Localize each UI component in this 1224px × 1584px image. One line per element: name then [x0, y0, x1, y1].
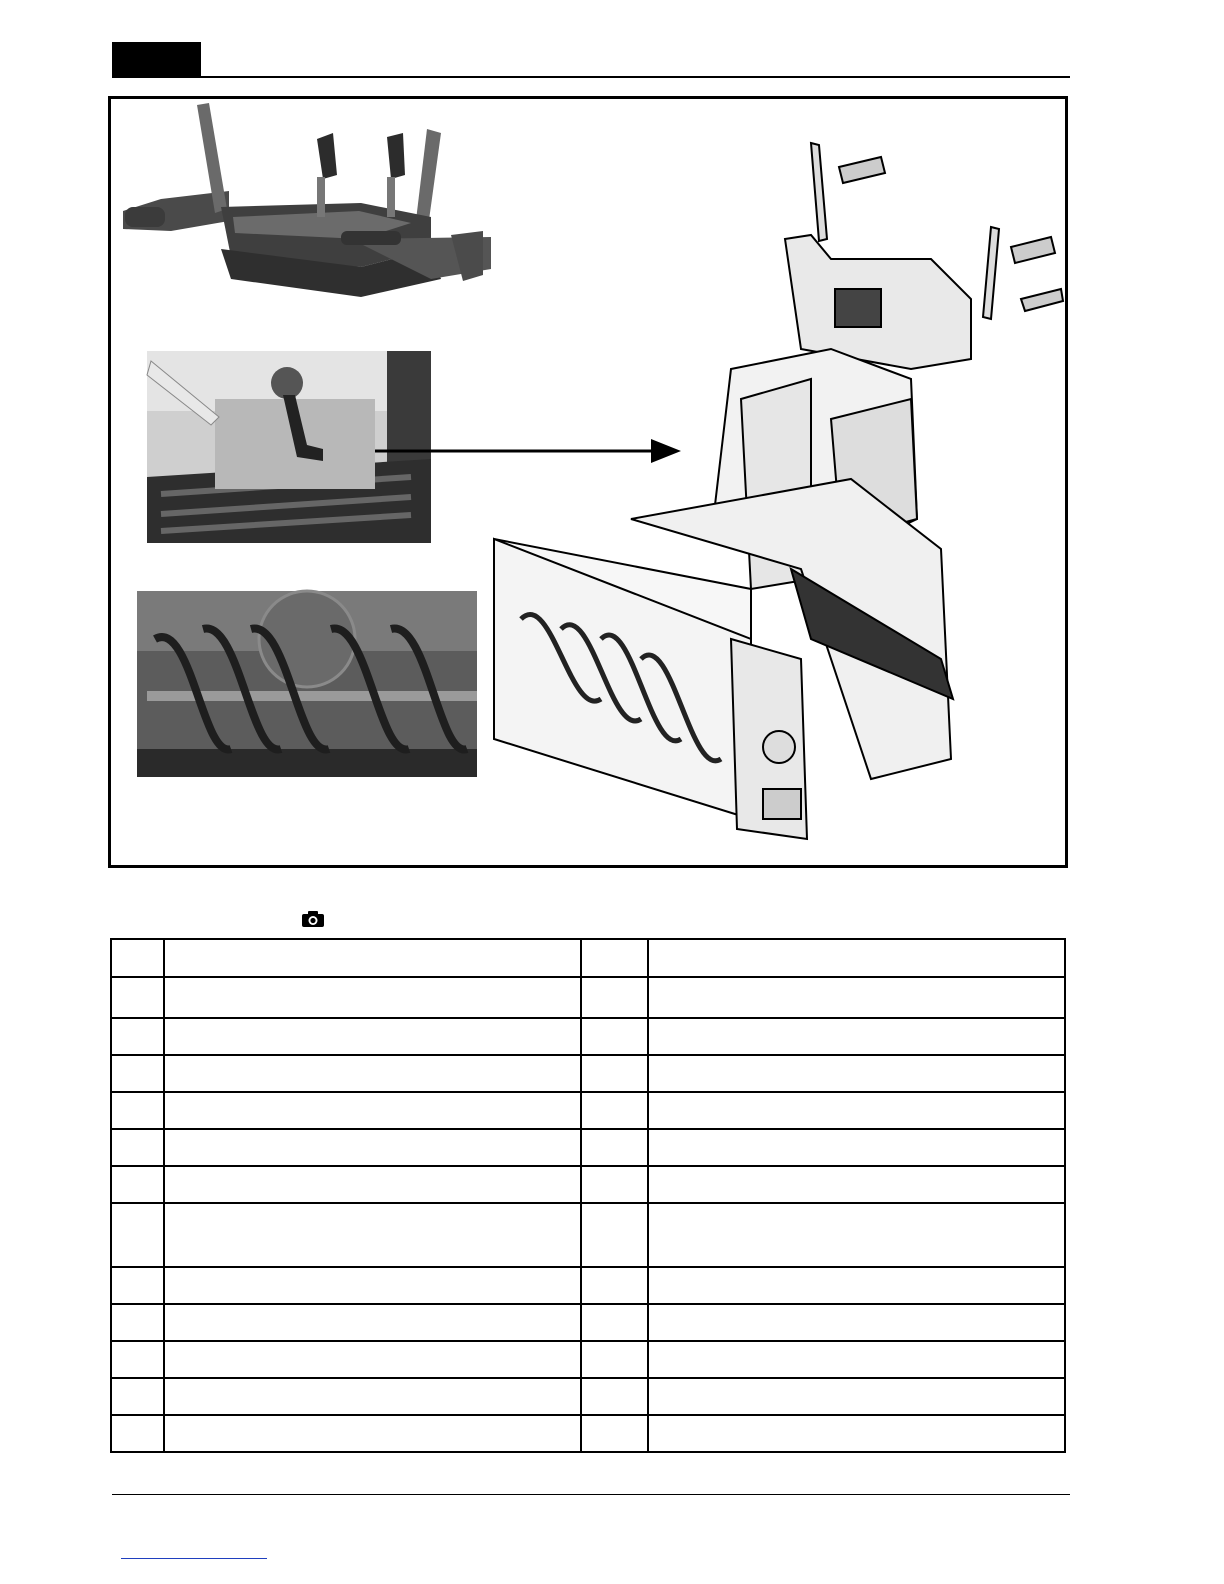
table-cell-description	[164, 1092, 581, 1129]
table-cell-description	[648, 1166, 1065, 1203]
table-cell-number	[581, 1018, 648, 1055]
legend-body	[111, 939, 1065, 1452]
table-row	[111, 1055, 1065, 1092]
table-cell-number	[111, 1203, 164, 1267]
table-cell-number	[581, 1267, 648, 1304]
table-cell-number	[111, 1378, 164, 1415]
table-cell-number	[581, 1378, 648, 1415]
table-row	[111, 1018, 1065, 1055]
footer-link[interactable]	[121, 1558, 267, 1559]
table-cell-number	[111, 1018, 164, 1055]
table-cell-number	[581, 1055, 648, 1092]
table-cell-number	[581, 1203, 648, 1267]
parts-legend-table	[110, 938, 1066, 1453]
snowblower-illustration	[111, 99, 1065, 865]
header-rule	[112, 76, 1070, 78]
table-cell-description	[648, 1018, 1065, 1055]
table-cell-description	[164, 1415, 581, 1452]
table-cell-description	[648, 1055, 1065, 1092]
table-cell-number	[111, 1415, 164, 1452]
table-cell-number	[111, 1129, 164, 1166]
table-row	[111, 1092, 1065, 1129]
table-cell-number	[111, 1341, 164, 1378]
snowblower-main-drawing	[494, 143, 1063, 839]
table-cell-description	[164, 1267, 581, 1304]
table-cell-description	[648, 939, 1065, 977]
table-cell-description	[648, 1341, 1065, 1378]
table-cell-number	[111, 1304, 164, 1341]
shift-lever-inset	[147, 351, 431, 543]
table-cell-description	[648, 1378, 1065, 1415]
table-row	[111, 1267, 1065, 1304]
table-cell-description	[164, 1166, 581, 1203]
table-row	[111, 1378, 1065, 1415]
table-cell-description	[164, 939, 581, 977]
table-cell-number	[581, 939, 648, 977]
table-cell-number	[111, 939, 164, 977]
table-cell-description	[164, 977, 581, 1018]
table-cell-description	[648, 1092, 1065, 1129]
table-cell-description	[648, 1129, 1065, 1166]
section-tab	[112, 42, 201, 78]
table-cell-number	[111, 1092, 164, 1129]
table-cell-number	[581, 1304, 648, 1341]
table-row	[111, 1304, 1065, 1341]
table-row	[111, 977, 1065, 1018]
table-row	[111, 1415, 1065, 1452]
auger-inset	[137, 591, 477, 777]
table-row	[111, 1341, 1065, 1378]
table-cell-description	[164, 1341, 581, 1378]
table-row	[111, 1129, 1065, 1166]
footer-rule	[112, 1494, 1070, 1495]
table-cell-description	[164, 1129, 581, 1166]
table-cell-description	[648, 977, 1065, 1018]
table-cell-description	[648, 1415, 1065, 1452]
camera-icon	[301, 910, 325, 928]
table-cell-number	[111, 1166, 164, 1203]
product-overview-figure	[108, 96, 1068, 868]
table-cell-description	[648, 1304, 1065, 1341]
table-cell-number	[581, 1415, 648, 1452]
table-row	[111, 939, 1065, 977]
table-cell-description	[164, 1018, 581, 1055]
table-cell-description	[164, 1304, 581, 1341]
table-cell-number	[111, 977, 164, 1018]
table-cell-number	[581, 1129, 648, 1166]
table-cell-description	[164, 1378, 581, 1415]
table-cell-description	[648, 1267, 1065, 1304]
table-cell-number	[581, 977, 648, 1018]
table-cell-number	[111, 1267, 164, 1304]
control-panel-inset	[121, 103, 491, 309]
table-row	[111, 1166, 1065, 1203]
table-cell-number	[581, 1166, 648, 1203]
table-cell-number	[581, 1092, 648, 1129]
table-row	[111, 1203, 1065, 1267]
table-cell-number	[111, 1055, 164, 1092]
table-cell-description	[648, 1203, 1065, 1267]
table-cell-number	[581, 1341, 648, 1378]
table-cell-description	[164, 1055, 581, 1092]
table-cell-description	[164, 1203, 581, 1267]
